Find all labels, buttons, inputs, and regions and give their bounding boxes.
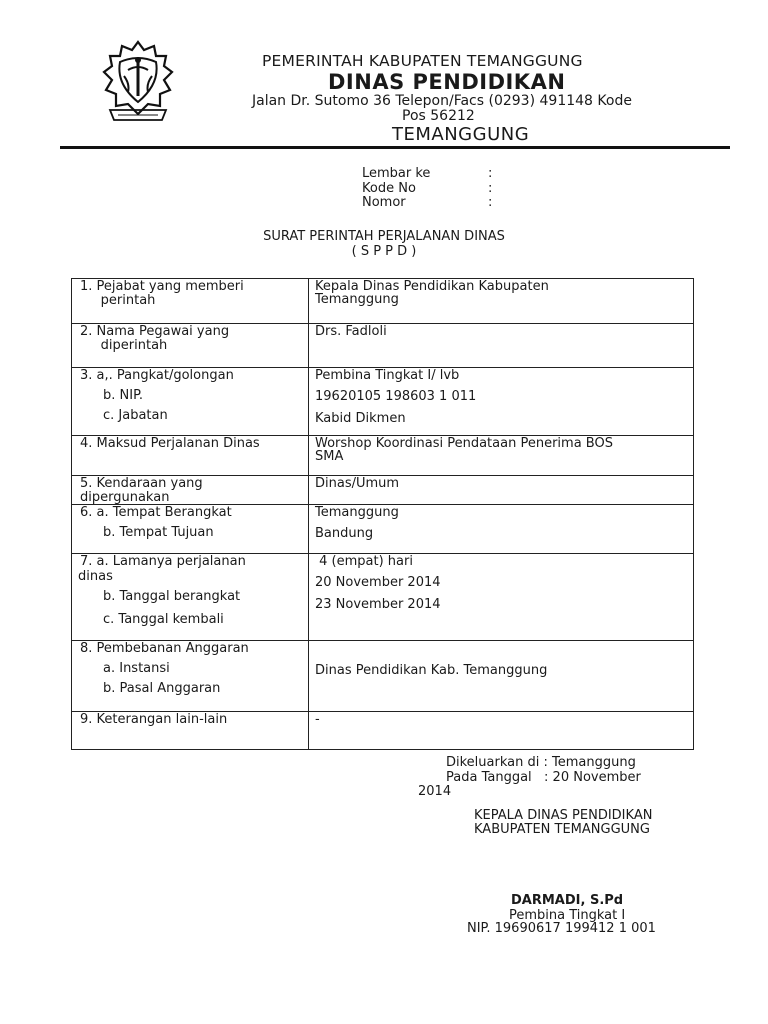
meta-separator: : [488, 195, 493, 210]
row-label: c. Tanggal kembali [103, 612, 224, 627]
row-value: 4 (empat) hari [315, 554, 413, 569]
row-label: 5. Kendaraan yang [80, 476, 203, 491]
row-label: 1. Pejabat yang memberi [80, 279, 244, 294]
header-government: PEMERINTAH KABUPATEN TEMANGGUNG [262, 52, 583, 70]
table-row [72, 505, 694, 554]
row-label: dipergunakan [80, 490, 170, 505]
meta-label: Kode No [362, 181, 416, 196]
row-label: diperintah [80, 338, 168, 353]
row-label: 2. Nama Pegawai yang [80, 324, 230, 339]
document-title: SURAT PERINTAH PERJALANAN DINAS [263, 229, 505, 244]
row-value: Drs. Fadloli [315, 324, 387, 339]
table-row [72, 368, 694, 436]
header-agency: DINAS PENDIDIKAN [328, 70, 566, 94]
row-value: 19620105 198603 1 011 [315, 389, 477, 404]
meta-label: Lembar ke [362, 166, 431, 181]
table-row [72, 279, 694, 324]
meta-sheet [362, 166, 492, 181]
signatory-rank: Pembina Tingkat I [509, 908, 626, 923]
meta-label: Nomor [362, 195, 406, 210]
row-label: 4. Maksud Perjalanan Dinas [80, 436, 260, 451]
row-label: 3. a,. Pangkat/golongan [80, 368, 234, 383]
table-row [72, 324, 694, 368]
table-row [72, 436, 694, 476]
meta-number [362, 195, 492, 210]
row-label: 6. a. Tempat Berangkat [80, 505, 232, 520]
row-label: 9. Keterangan lain-lain [80, 712, 228, 727]
issued-date: Pada Tanggal : 20 November [446, 770, 641, 785]
table-row [72, 712, 694, 750]
table-row [72, 476, 694, 505]
row-label: c. Jabatan [103, 408, 168, 423]
header-city: TEMANGGUNG [392, 124, 530, 145]
row-label: b. Tempat Tujuan [103, 525, 214, 540]
regency-emblem-logo [100, 40, 176, 126]
row-value: Dinas Pendidikan Kab. Temanggung [315, 663, 548, 678]
row-value: Pembina Tingkat I/ lvb [315, 368, 460, 383]
sppd-form-table [71, 278, 694, 750]
row-value: Worshop Koordinasi Pendataan Penerima BOS [315, 436, 613, 451]
row-value: 20 November 2014 [315, 575, 441, 590]
row-value: 23 November 2014 [315, 597, 441, 612]
row-label: b. Pasal Anggaran [103, 681, 221, 696]
meta-separator: : [488, 181, 493, 196]
row-label: b. Tanggal berangkat [103, 589, 241, 604]
row-label: 8. Pembebanan Anggaran [80, 641, 249, 656]
row-value: Dinas/Umum [315, 476, 400, 491]
row-value: Kepala Dinas Pendidikan Kabupaten [315, 279, 549, 294]
row-label: 7. a. Lamanya perjalanan [80, 554, 246, 569]
meta-separator: : [488, 166, 493, 181]
row-label: b. NIP. [103, 388, 144, 403]
document-subtitle: ( S P P D ) [351, 244, 417, 259]
meta-code [362, 181, 492, 196]
signatory-nip: NIP. 19690617 199412 1 001 [467, 921, 656, 936]
row-label: dinas [78, 569, 113, 584]
header-address-line1: Jalan Dr. Sutomo 36 Telepon/Facs (0293) 491148 Kode [252, 93, 632, 109]
row-value: - [315, 712, 320, 727]
issued-place: Dikeluarkan di : Temanggung [446, 755, 636, 770]
row-value: SMA [315, 449, 344, 464]
table-row [72, 641, 694, 712]
table-row [72, 554, 694, 641]
header-address-line2: Pos 56212 [402, 108, 475, 124]
header-divider [60, 146, 730, 149]
row-value: Kabid Dikmen [315, 411, 406, 426]
signatory-office-line1: KEPALA DINAS PENDIDIKAN [474, 808, 653, 823]
issued-year: 2014 [418, 784, 452, 799]
row-value: Temanggung [315, 292, 399, 307]
row-value: Temanggung [315, 505, 399, 520]
signatory-name: DARMADI, S.Pd [511, 893, 624, 908]
signatory-office-line2: KABUPATEN TEMANGGUNG [474, 822, 650, 837]
row-value: Bandung [315, 526, 374, 541]
row-label: a. Instansi [103, 661, 170, 676]
row-label: perintah [80, 293, 156, 308]
